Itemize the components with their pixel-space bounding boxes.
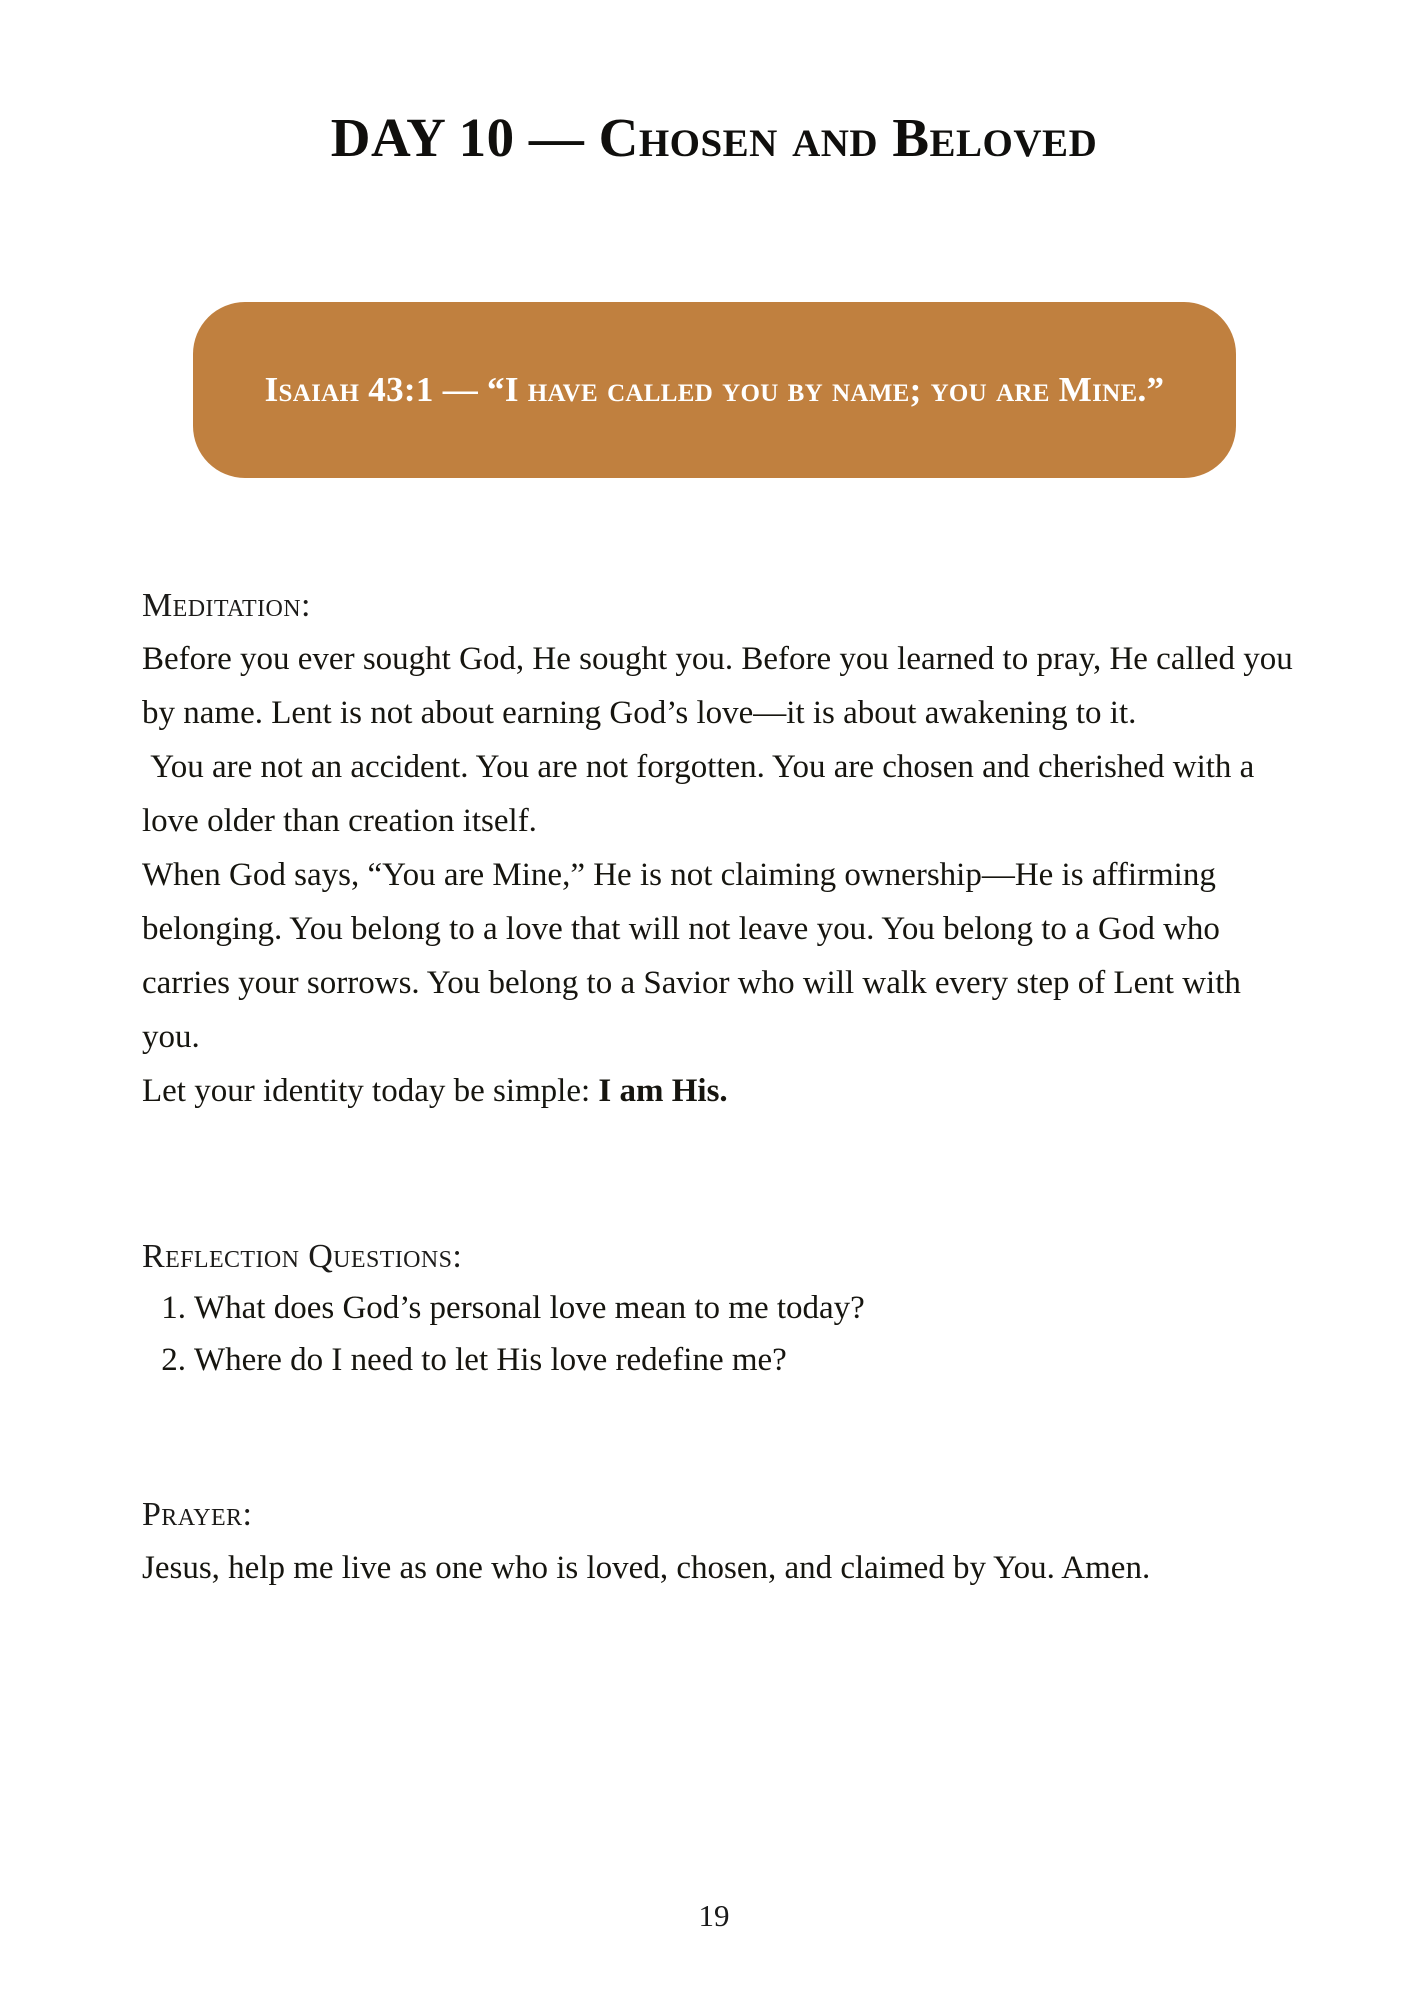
page-content [142, 585, 1302, 1595]
spacer-after-meditation [142, 1118, 1302, 1236]
meditation-paragraph-1: Before you ever sought God, He sought you. Before you learned to pray, He called you by name. Lent is not about earning God’s love—it is about awakening to it. [142, 640, 1301, 731]
meditation-heading: Meditation: [142, 587, 311, 624]
scripture-verse-box [193, 302, 1236, 478]
page-title-day: DAY 10 — [330, 107, 599, 168]
page-number: 19 [698, 1898, 730, 1933]
meditation-paragraph-3: When God says, “You are Mine,” He is not claiming ownership—He is affirming belonging. You belong to a love that will not leave you. You belong to a God who carries your sorrows. You belong to a Savior who will walk every step of Lent with you. [142, 856, 1250, 1055]
reflection-question-2-number: 2. [161, 1342, 186, 1378]
reflection-question-2 [142, 1334, 1302, 1386]
reflection-question-1 [142, 1282, 1302, 1334]
meditation-closing-line [142, 1064, 1302, 1118]
reflection-question-1-text: What does God’s personal love mean to me today? [194, 1290, 865, 1326]
meditation-closing-bold: I am His. [598, 1072, 728, 1109]
reflection-heading: Reflection Questions: [142, 1237, 463, 1275]
prayer-heading: Prayer: [142, 1496, 253, 1533]
meditation-closing-prefix: Let your identity today be simple: [142, 1072, 599, 1109]
prayer-text: Jesus, help me live as one who is loved, chosen, and claimed by You. Amen. [142, 1549, 1151, 1586]
page-title-subject: Chosen and Beloved [598, 107, 1098, 168]
reflection-question-1-number: 1. [161, 1290, 186, 1326]
scripture-verse-text: Isaiah 43:1 — “I have called you by name; you are Mine.” [264, 369, 1165, 409]
reflection-question-list [142, 1282, 1302, 1386]
meditation-paragraph-2: You are not an accident. You are not forgotten. You are chosen and cherished with a love older than creation itself. [142, 748, 1263, 839]
reflection-question-2-text: Where do I need to let His love redefine me? [194, 1342, 787, 1378]
spacer-after-reflection [142, 1386, 1302, 1494]
page-title [0, 108, 1428, 169]
